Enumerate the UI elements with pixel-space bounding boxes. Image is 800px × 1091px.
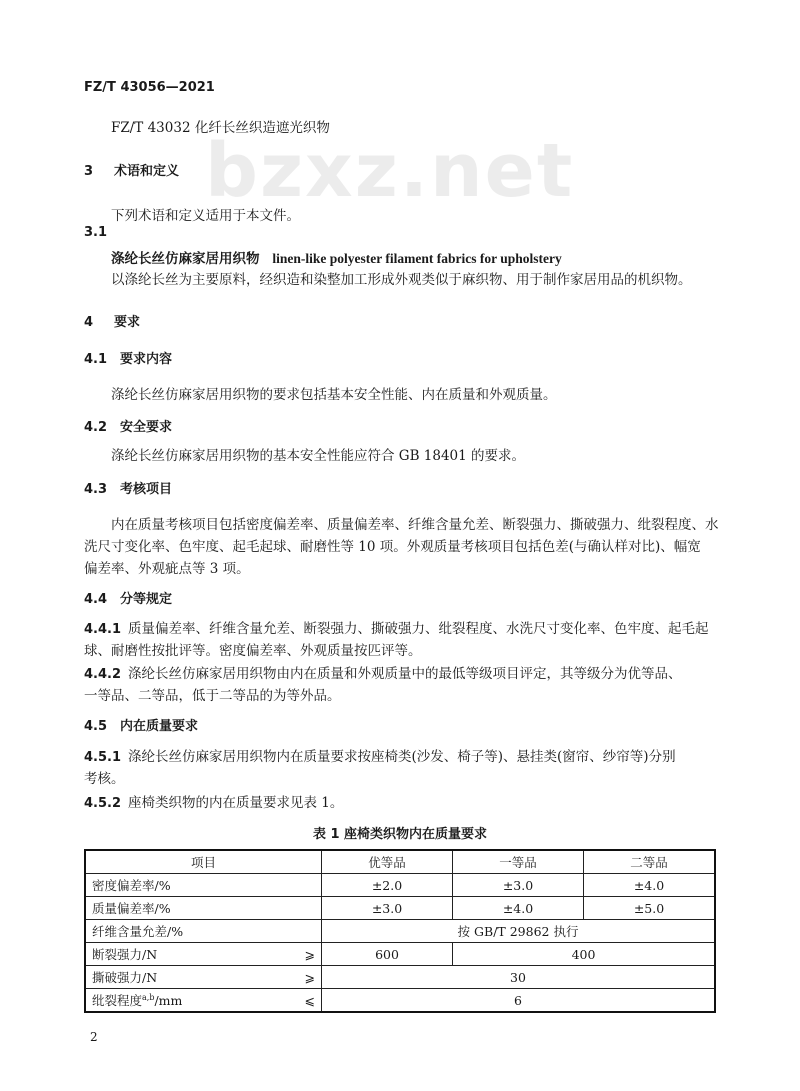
table-row xyxy=(85,943,715,966)
section-3-intro: 下列术语和定义适用于本文件。 xyxy=(111,208,300,224)
section-4-3-line-3: 偏差率、外观疵点等 3 项。 xyxy=(84,561,250,577)
cell-value: 按 GB/T 29862 执行 xyxy=(322,920,716,943)
table-row xyxy=(85,920,715,943)
table-1-title: 表 1 座椅类织物内在质量要求 xyxy=(312,827,488,842)
section-4-4-heading: 4.4 分等规定 xyxy=(84,592,173,607)
comparison-symbol: ⩽ xyxy=(279,989,322,1013)
table-row xyxy=(85,897,715,920)
watermark: bzxz.net xyxy=(205,128,575,214)
clause-4-4-2-line-2: 一等品、二等品，低于二等品的为等外品。 xyxy=(84,688,341,704)
table-row xyxy=(85,989,715,1013)
clause-4-5-2: 4.5.2 座椅类织物的内在质量要求见表 1。 xyxy=(84,795,344,811)
clause-4-4-2-line-1: 4.4.2 涤纶长丝仿麻家居用织物由内在质量和外观质量中的最低等级项目评定，其等级分为优等品、 xyxy=(84,666,682,682)
clause-4-5-1-line-1: 4.5.1 涤纶长丝仿麻家居用织物内在质量要求按座椅类(沙发、椅子等)、悬挂类(窗帘、纱帘等)分别 xyxy=(84,749,676,765)
clause-4-4-1-line-1: 4.4.1 质量偏差率、纤维含量允差、断裂强力、撕破强力、纰裂程度、水洗尺寸变化率、色牢度、起毛起 xyxy=(84,621,709,637)
row-item-label: 纤维含量允差/% xyxy=(85,920,322,943)
section-4-3-heading: 4.3 考核项目 xyxy=(84,482,173,497)
cell-value: ±5.0 xyxy=(584,897,716,920)
cell-value: 400 xyxy=(453,943,716,966)
header-grade-second: 二等品 xyxy=(584,850,716,874)
section-4-3-line-2: 洗尺寸变化率、色牢度、起毛起球、耐磨性等 10 项。外观质量考核项目包括色差(与确认样对比)、幅宽 xyxy=(84,539,701,555)
row-item-label: 质量偏差率/% xyxy=(85,897,322,920)
term-entry: 涤纶长丝仿麻家居用织物 linen-like polyester filament fabrics for upholstery xyxy=(111,251,562,267)
header-grade-excellent: 优等品 xyxy=(322,850,453,874)
cell-value: ±4.0 xyxy=(584,874,716,897)
document-code-header: FZ/T 43056—2021 xyxy=(84,80,215,95)
section-4-3-line-1: 内在质量考核项目包括密度偏差率、质量偏差率、纤维含量允差、断裂强力、撕破强力、纰裂程度、水 xyxy=(111,517,719,533)
table-header-row xyxy=(85,850,715,874)
section-4-5-heading: 4.5 内在质量要求 xyxy=(84,719,199,734)
clause-3-1-number: 3.1 xyxy=(84,225,108,240)
clause-4-4-1-line-2: 球、耐磨性按批评等。密度偏差率、外观质量按匹评等。 xyxy=(84,643,422,659)
header-grade-first: 一等品 xyxy=(453,850,584,874)
cell-value: 30 xyxy=(322,966,716,989)
row-item-label: 撕破强力/N xyxy=(85,966,279,989)
comparison-symbol: ⩾ xyxy=(279,943,322,966)
clause-4-5-1-line-2: 考核。 xyxy=(84,771,125,787)
cell-value: 6 xyxy=(322,989,716,1013)
cell-value: ±4.0 xyxy=(453,897,584,920)
header-item: 项目 xyxy=(85,850,322,874)
section-4-heading: 4 要求 xyxy=(84,315,141,330)
cell-value: ±2.0 xyxy=(322,874,453,897)
page-number: 2 xyxy=(90,1030,98,1044)
section-4-2-heading: 4.2 安全要求 xyxy=(84,420,173,435)
normative-reference: FZ/T 43032 化纤长丝织造遮光织物 xyxy=(111,120,330,136)
comparison-symbol: ⩾ xyxy=(279,966,322,989)
cell-value: ±3.0 xyxy=(322,897,453,920)
section-4-1-heading: 4.1 要求内容 xyxy=(84,352,173,367)
row-item-label: 纰裂程度$^{a,b}$/mm xyxy=(85,989,279,1013)
table-row xyxy=(85,874,715,897)
term-definition: 以涤纶长丝为主要原料，经织造和染整加工形成外观类似于麻织物、用于制作家居用品的机织物。 xyxy=(111,272,692,288)
table-row xyxy=(85,966,715,989)
footnote-marker: a,b xyxy=(142,992,155,1002)
section-4-1-text: 涤纶长丝仿麻家居用织物的要求包括基本安全性能、内在质量和外观质量。 xyxy=(111,387,557,403)
cell-value: 600 xyxy=(322,943,453,966)
row-item-label: 断裂强力/N xyxy=(85,943,279,966)
quality-requirements-table xyxy=(84,849,716,1013)
row-item-label: 密度偏差率/% xyxy=(85,874,322,897)
section-4-2-text: 涤纶长丝仿麻家居用织物的基本安全性能应符合 GB 18401 的要求。 xyxy=(111,448,526,464)
cell-value: ±3.0 xyxy=(453,874,584,897)
section-3-heading: 3 术语和定义 xyxy=(84,164,180,179)
